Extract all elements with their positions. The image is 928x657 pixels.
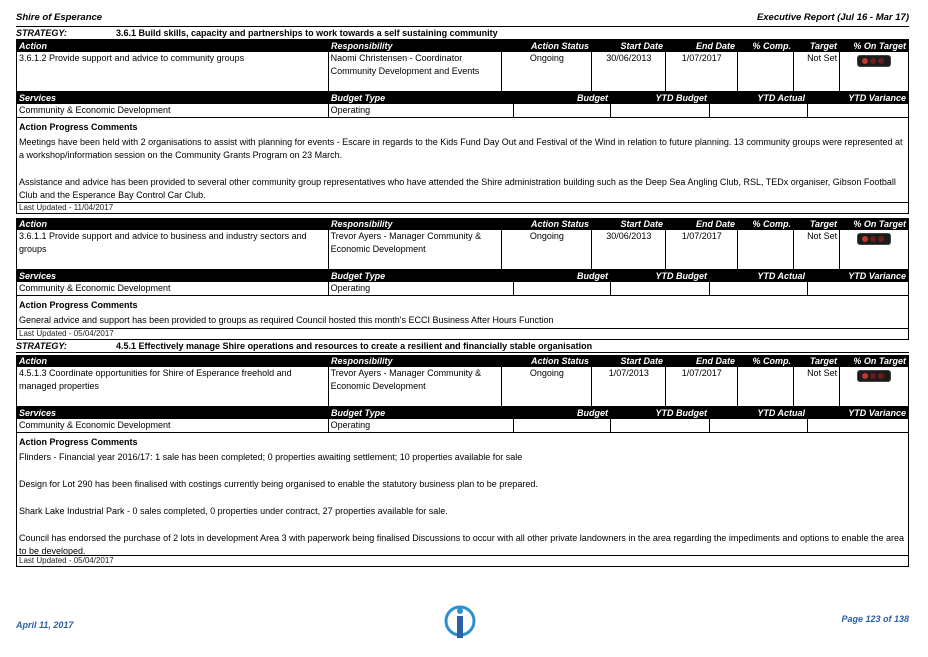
- strategy-label: STRATEGY:: [16, 341, 67, 351]
- last-updated: Last Updated - 05/04/2017: [16, 555, 909, 567]
- col-budget-type: Budget Type: [331, 408, 386, 418]
- col-ytd-budget: YTD Budget: [655, 271, 707, 281]
- col-services: Services: [19, 93, 57, 103]
- col-services: Services: [19, 271, 57, 281]
- start-date: 1/07/2013: [592, 367, 666, 407]
- ytd-variance-value: [808, 419, 909, 433]
- col-action: Action: [19, 219, 47, 229]
- strategy-label: STRATEGY:: [16, 28, 67, 38]
- budget-value: [514, 104, 611, 118]
- action-header-bar: [16, 355, 909, 367]
- col-on-target: % On Target: [853, 219, 906, 229]
- action-text: 3.6.1.1 Provide support and advice to business and industry sectors and groups: [17, 230, 329, 270]
- col-target: Target: [809, 219, 837, 229]
- page-footer: [16, 612, 909, 642]
- budget-value: [514, 419, 611, 433]
- action-text: 4.5.1.3 Coordinate opportunities for Shire of Esperance freehold and managed properties: [17, 367, 329, 407]
- col-comp: % Comp.: [752, 219, 791, 229]
- col-responsibility: Responsibility: [331, 41, 393, 51]
- comp-value: [738, 52, 794, 92]
- col-on-target: % On Target: [853, 356, 906, 366]
- report-title: Executive Report (Jul 16 - Mar 17): [756, 12, 909, 23]
- comp-value: [738, 367, 794, 407]
- start-date: 30/06/2013: [592, 52, 666, 92]
- last-updated: Last Updated - 05/04/2017: [16, 328, 909, 340]
- comment-paragraph: Council has endorsed the purchase of 2 lots in development Area 3 with paperwork being finalised Discussions to occur with all other private landowners in the area regarding the impediments and options to enable the area to be developed.: [19, 533, 905, 556]
- services-header-bar: [16, 92, 909, 104]
- on-target-cell: [840, 230, 909, 270]
- col-budget: Budget: [577, 93, 608, 103]
- col-comp: % Comp.: [752, 356, 791, 366]
- status-text: Ongoing: [502, 230, 592, 270]
- col-status: Action Status: [530, 219, 589, 229]
- col-ytd-variance: YTD Variance: [848, 93, 906, 103]
- ytd-actual-value: [710, 104, 808, 118]
- services-header-bar: [16, 407, 909, 419]
- responsibility-text: Trevor Ayers - Manager Community & Economic Development: [329, 367, 503, 407]
- col-comp: % Comp.: [752, 41, 791, 51]
- report-page: [16, 12, 909, 567]
- ytd-budget-value: [611, 104, 710, 118]
- budget-value: [514, 282, 611, 296]
- col-end: End Date: [695, 356, 735, 366]
- status-text: Ongoing: [502, 367, 592, 407]
- comment-paragraph: Meetings have been held with 2 organisations to assist with planning for events - Escare in regards to the Kids Fund Day Out and Festival of the Wind in relation to future planning. 13 community groups were represented at a workshop/information session on the Community Grants Program on 23 March.: [19, 137, 903, 160]
- last-updated: Last Updated - 11/04/2017: [16, 202, 909, 214]
- page-header: [16, 12, 909, 27]
- action-header-bar: [16, 40, 909, 52]
- service-text: Community & Economic Development: [17, 419, 329, 433]
- status-text: Ongoing: [502, 52, 592, 92]
- col-ytd-actual: YTD Actual: [757, 408, 805, 418]
- service-text: Community & Economic Development: [17, 282, 329, 296]
- col-ytd-actual: YTD Actual: [757, 93, 805, 103]
- col-budget: Budget: [577, 271, 608, 281]
- action-row: [16, 230, 909, 270]
- col-responsibility: Responsibility: [331, 219, 393, 229]
- col-start: Start Date: [620, 356, 663, 366]
- comments-title: Action Progress Comments: [16, 118, 909, 133]
- col-ytd-actual: YTD Actual: [757, 271, 805, 281]
- strategy-row: [16, 340, 909, 353]
- comment-paragraph: Flinders - Financial year 2016/17: 1 sale has been completed; 0 properties awaiting settlement; 10 properties available for sale: [19, 452, 523, 462]
- service-text: Community & Economic Development: [17, 104, 329, 118]
- ytd-budget-value: [611, 282, 710, 296]
- action-block: [16, 218, 909, 340]
- comments-title: Action Progress Comments: [16, 433, 909, 448]
- target-value: Not Set: [794, 230, 840, 270]
- action-text: 3.6.1.2 Provide support and advice to community groups: [17, 52, 329, 92]
- ytd-budget-value: [611, 419, 710, 433]
- action-block: [16, 40, 909, 214]
- col-ytd-budget: YTD Budget: [655, 93, 707, 103]
- ytd-actual-value: [710, 282, 808, 296]
- target-value: Not Set: [794, 52, 840, 92]
- end-date: 1/07/2017: [666, 52, 738, 92]
- target-value: Not Set: [794, 367, 840, 407]
- strategy-title: 3.6.1 Build skills, capacity and partnerships to work towards a self sustaining community: [116, 28, 498, 38]
- col-ytd-budget: YTD Budget: [655, 408, 707, 418]
- col-budget-type: Budget Type: [331, 271, 386, 281]
- col-start: Start Date: [620, 219, 663, 229]
- traffic-light-icon: [857, 370, 891, 382]
- action-header-bar: [16, 218, 909, 230]
- col-responsibility: Responsibility: [331, 356, 393, 366]
- comments-title: Action Progress Comments: [16, 296, 909, 311]
- col-status: Action Status: [530, 41, 589, 51]
- col-target: Target: [809, 41, 837, 51]
- traffic-light-icon: [857, 55, 891, 67]
- ytd-variance-value: [808, 282, 909, 296]
- org-name: Shire of Esperance: [16, 12, 103, 23]
- col-on-target: % On Target: [853, 41, 906, 51]
- col-end: End Date: [695, 219, 735, 229]
- responsibility-text: Naomi Christensen - Coordinator Community Development and Events: [329, 52, 503, 92]
- comp-value: [738, 230, 794, 270]
- ytd-actual-value: [710, 419, 808, 433]
- comment-paragraph: Assistance and advice has been provided to several other community group representatives who have attended the Shire administration building such as the Deep Sea Angling Club, RSL, TEDx organiser, Gibson Football Club and the Esperance Bay Control Car Club.: [19, 177, 896, 200]
- service-row: [16, 104, 909, 118]
- col-services: Services: [19, 408, 57, 418]
- col-ytd-variance: YTD Variance: [848, 271, 906, 281]
- comments-body: [16, 133, 909, 202]
- col-budget: Budget: [577, 408, 608, 418]
- responsibility-text: Trevor Ayers - Manager Community & Economic Development: [329, 230, 503, 270]
- action-row: [16, 52, 909, 92]
- comment-paragraph: General advice and support has been provided to groups as required Council hosted this month's ECCI Business After Hours Function: [19, 315, 554, 325]
- col-end: End Date: [695, 41, 735, 51]
- ytd-variance-value: [808, 104, 909, 118]
- budget-type-text: Operating: [329, 419, 515, 433]
- action-block: [16, 355, 909, 567]
- col-target: Target: [809, 356, 837, 366]
- comment-paragraph: Design for Lot 290 has been finalised with costings currently being organised to enable the statutory business plan to be prepared.: [19, 479, 538, 489]
- on-target-cell: [840, 52, 909, 92]
- service-row: [16, 419, 909, 433]
- strategy-title: 4.5.1 Effectively manage Shire operations and resources to create a resilient and financially stable organisation: [116, 341, 593, 351]
- end-date: 1/07/2017: [666, 367, 738, 407]
- services-header-bar: [16, 270, 909, 282]
- budget-type-text: Operating: [329, 104, 515, 118]
- col-action: Action: [19, 356, 47, 366]
- col-start: Start Date: [620, 41, 663, 51]
- service-row: [16, 282, 909, 296]
- start-date: 30/06/2013: [592, 230, 666, 270]
- col-ytd-variance: YTD Variance: [848, 408, 906, 418]
- footer-page-number: Page 123 of 138: [841, 614, 909, 624]
- col-action: Action: [19, 41, 47, 51]
- comment-paragraph: Shark Lake Industrial Park - 0 sales completed, 0 properties under contract, 27 properties available for sale.: [19, 506, 448, 516]
- action-row: [16, 367, 909, 407]
- traffic-light-icon: [857, 233, 891, 245]
- on-target-cell: [840, 367, 909, 407]
- comments-body: [16, 448, 909, 555]
- budget-type-text: Operating: [329, 282, 515, 296]
- comments-body: [16, 311, 909, 328]
- end-date: 1/07/2017: [666, 230, 738, 270]
- col-status: Action Status: [530, 356, 589, 366]
- footer-date: April 11, 2017: [16, 620, 74, 630]
- col-budget-type: Budget Type: [331, 93, 386, 103]
- strategy-row: [16, 27, 909, 40]
- logo-icon: [440, 604, 480, 640]
